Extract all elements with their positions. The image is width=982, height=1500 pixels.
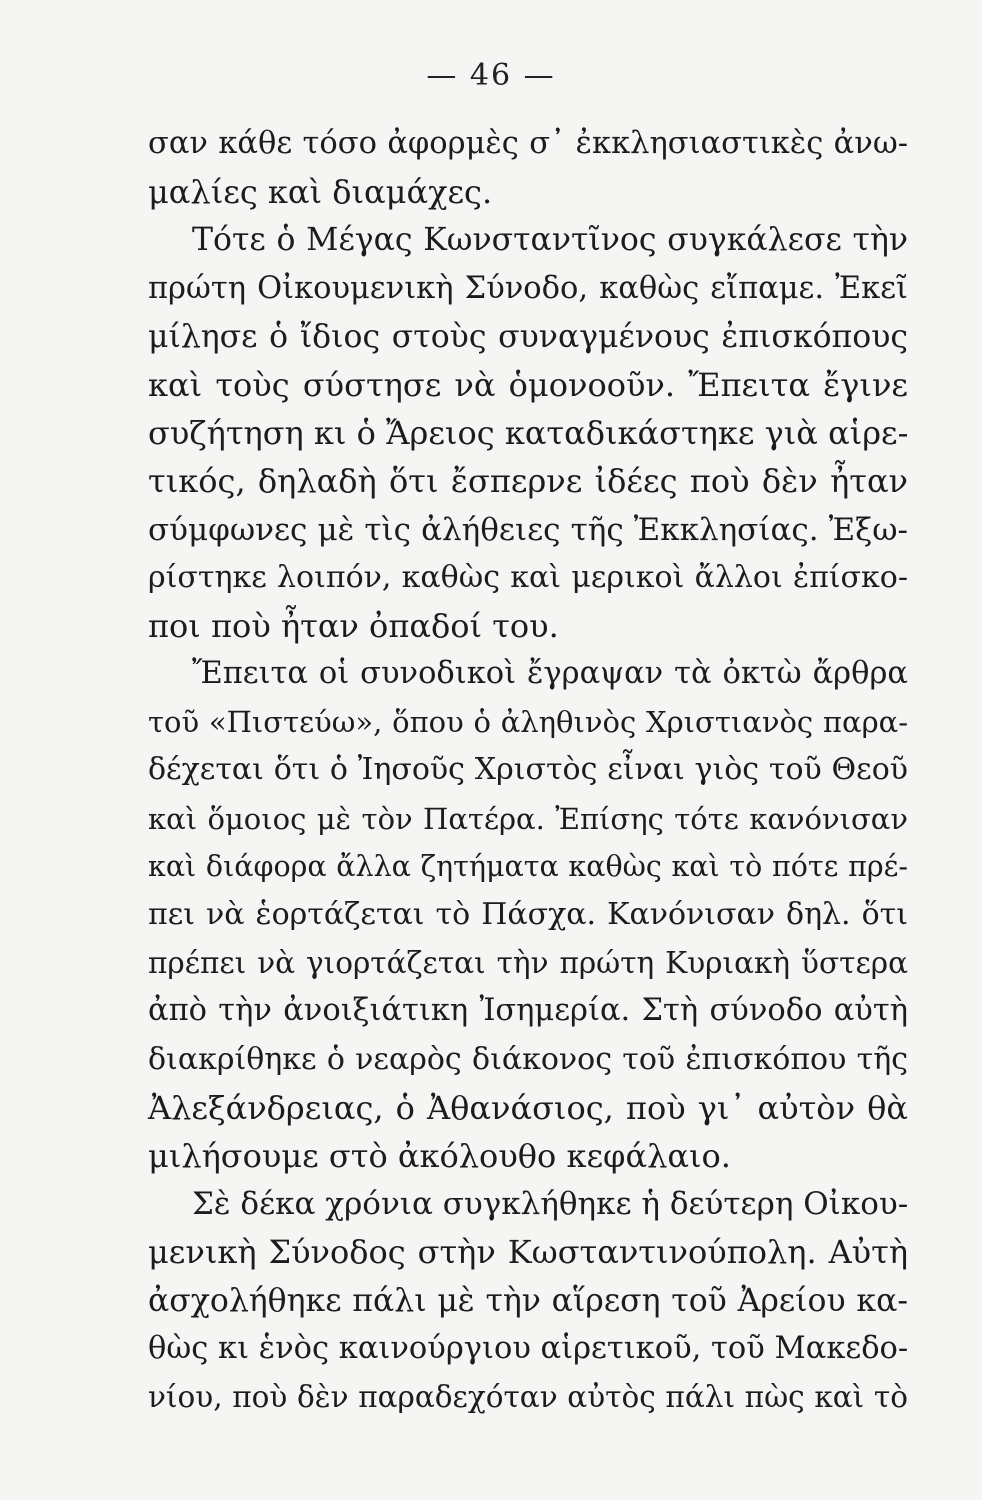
text-line: καὶ διάφορα ἄλλα ζητήματα καθὼς καὶ τὸ πότε πρέ- — [148, 849, 908, 883]
text-line: σαν κάθε τόσο ἀφορμὲς σ᾽ ἐκκλησιαστικὲς ἀνω- — [148, 126, 908, 161]
text-line: πρώτη Οἰκουμενικὴ Σύνοδο, καθὼς εἴπαμε. Ἐκεῖ — [148, 270, 908, 306]
text-line: σύμφωνες μὲ τὶς ἀλήθειες τῆς Ἐκκλησίας. Ἐξω- — [148, 511, 908, 548]
body-text — [148, 120, 908, 1421]
text-line: ἀσχολήθηκε πάλι μὲ τὴν αἵρεση τοῦ Ἀρείου κα- — [148, 1282, 908, 1319]
text-line: καὶ ὅμοιος μὲ τὸν Πατέρα. Ἐπίσης τότε κανόνισαν — [148, 801, 908, 836]
text-line: ρίστηκε λοιπόν, καθὼς καὶ μερικοὶ ἄλλοι ἐπίσκο- — [148, 559, 908, 595]
text-line: μιλήσουμε στὸ ἀκόλουθο κεφάλαιο. — [148, 1136, 731, 1175]
text-line: θὼς κι ἑνὸς καινούργιου αἱρετικοῦ, τοῦ Μακεδο- — [148, 1330, 909, 1366]
text-line: τοῦ «Πιστεύω», ὅπου ὁ ἀληθινὸς Χριστιανὸς παρα- — [148, 705, 908, 740]
text-line: μενικὴ Σύνοδος στὴν Κωσταντινούπολη. Αὐτὴ — [148, 1233, 908, 1272]
text-line: μίλησε ὁ ἴδιος στοὺς συναγμένους ἐπισκόπους — [148, 318, 908, 355]
text-line: μαλίες καὶ διαμάχες. — [148, 173, 493, 212]
text-line: νίου, ποὺ δὲν παραδεχόταν αὐτὸς πάλι πὼς καὶ τὸ — [148, 1379, 908, 1414]
text-line: Τότε ὁ Μέγας Κωνσταντῖνος συγκάλεσε τὴν — [192, 222, 908, 259]
text-line: Σὲ δέκα χρόνια συγκλήθηκε ἡ δεύτερη Οἰκου- — [192, 1186, 909, 1223]
text-line: πει νὰ ἑορτάζεται τὸ Πάσχα. Κανόνισαν δηλ. ὅτι — [148, 897, 908, 932]
text-line: Ἔπειτα οἱ συνοδικοὶ ἔγραψαν τὰ ὀκτὼ ἄρθρα — [192, 656, 908, 692]
text-line: καὶ τοὺς σύστησε νὰ ὁμονοοῦν. Ἔπειτα ἔγινε — [148, 365, 908, 404]
page-number: — 46 — — [426, 58, 556, 93]
text-line: τικός, δηλαδὴ ὅτι ἔσπερνε ἰδέες ποὺ δὲν ἦταν — [148, 462, 908, 501]
text-line: Ἀλεξάνδρειας, ὁ Ἀθανάσιος, ποὺ γι᾽ αὐτὸν θὰ — [148, 1088, 908, 1127]
text-line: συζήτηση κι ὁ Ἄρειος καταδικάστηκε γιὰ αἱρε- — [148, 414, 909, 453]
text-line: πρέπει νὰ γιορτάζεται τὴν πρώτη Κυριακὴ ὕστερα — [148, 946, 908, 981]
text-line: διακρίθηκε ὁ νεαρὸς διάκονος τοῦ ἐπισκόπου τῆς — [148, 1041, 908, 1077]
text-line: δέχεται ὅτι ὁ Ἰησοῦς Χριστὸς εἶναι γιὸς τοῦ Θεοῦ — [148, 752, 908, 788]
text-line: ἀπὸ τὴν ἀνοιξιάτικη Ἰσημερία. Στὴ σύνοδο αὐτὴ — [148, 993, 908, 1029]
text-line: ποι ποὺ ἦταν ὀπαδοί του. — [148, 606, 559, 645]
